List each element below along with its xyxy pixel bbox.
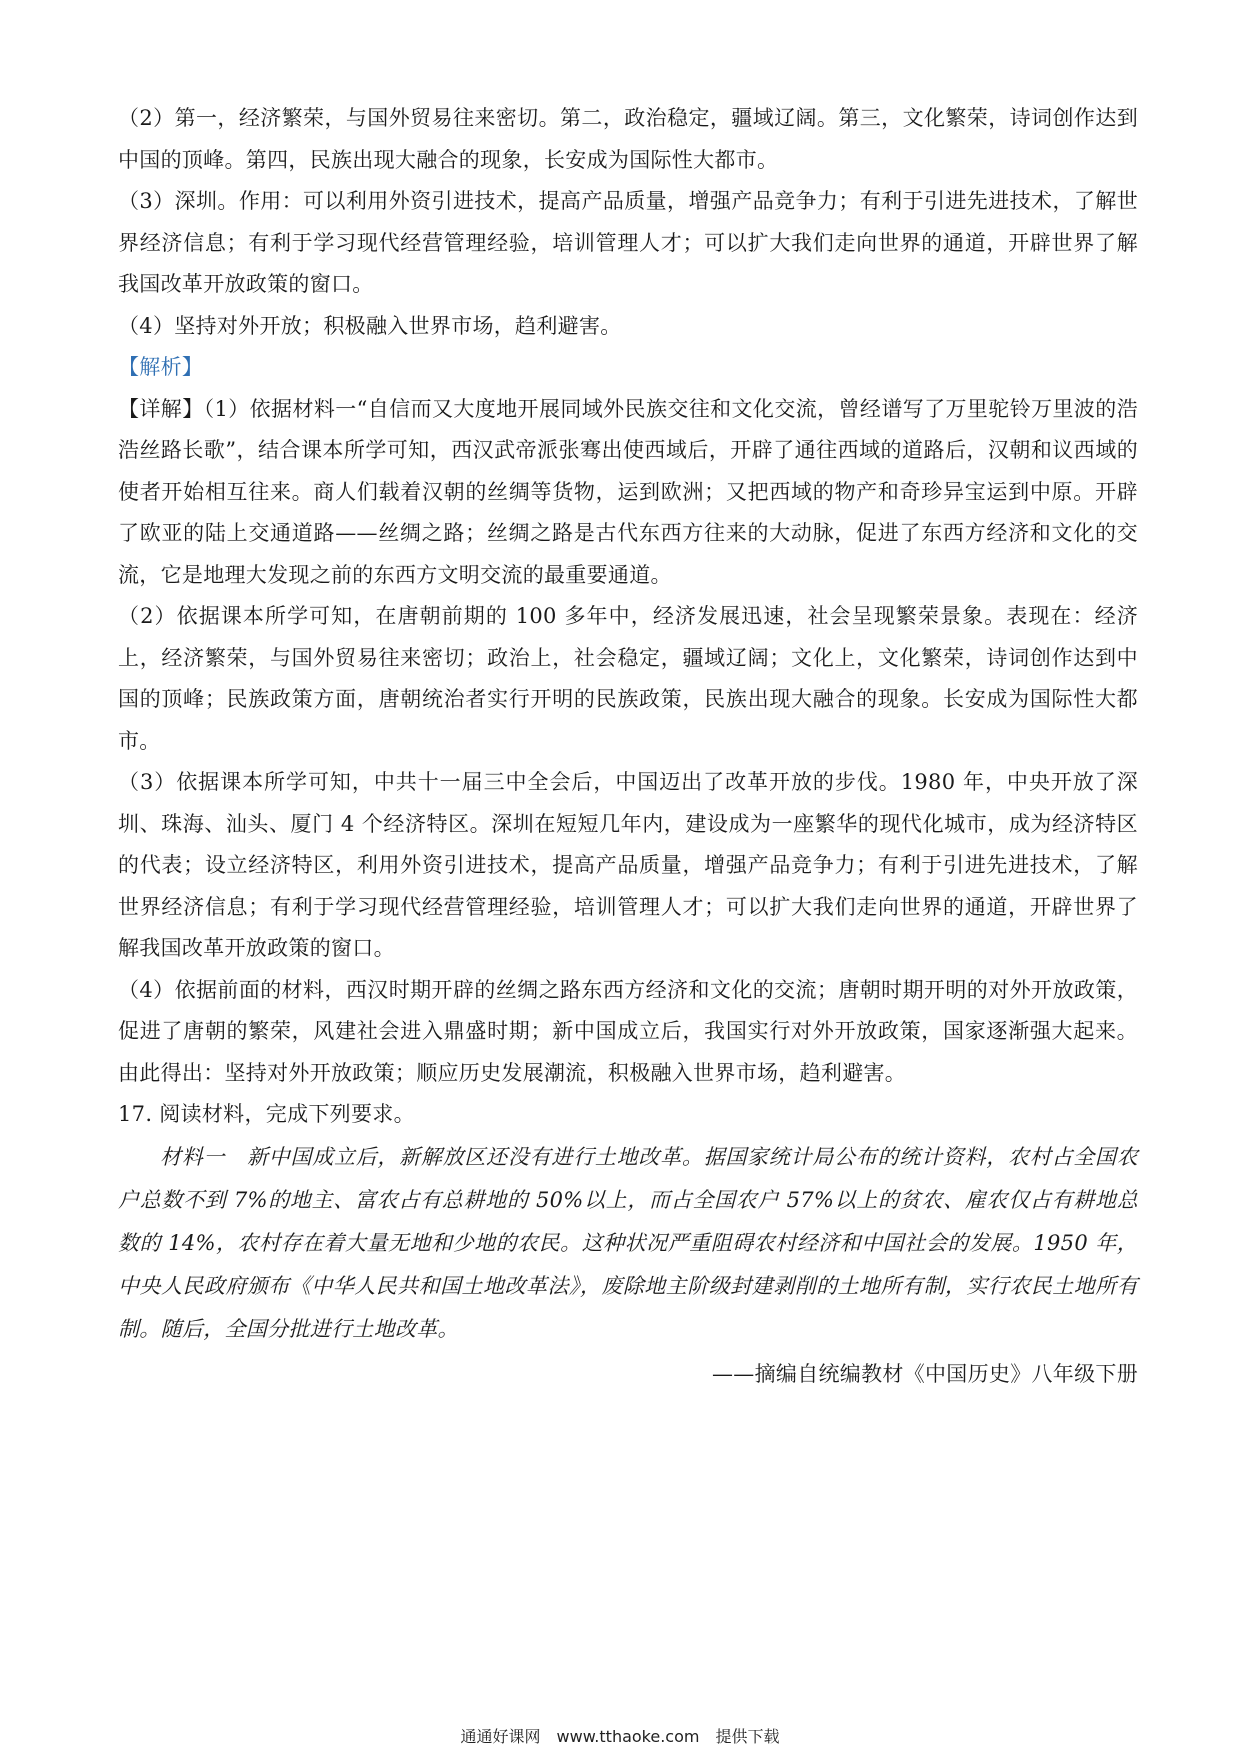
answer-3: （3）深圳。作用：可以利用外资引进技术，提高产品质量，增强产品竞争力；有利于引进先进技术，了解世界经济信息；有利于学习现代经营管理经验，培训管理人才；可以扩大我们走向世界的通道，开辟世界了解我国改革开放政策的窗口。 xyxy=(118,189,1138,296)
question-17: 17. 阅读材料，完成下列要求。 xyxy=(118,1102,415,1126)
answer-4: （4）坚持对外开放；积极融入世界市场，趋利避害。 xyxy=(118,313,622,338)
detail-2: （2）依据课本所学可知，在唐朝前期的 100 多年中，经济发展迅速，社会呈现繁荣景象。表现在：经济上，经济繁荣，与国外贸易往来密切；政治上，社会稳定，疆域辽阔；文化上，文化繁荣，诗词创作达到中国的顶峰；民族政策方面，唐朝统治者实行开明的民族政策，民族出现大融合的现象。长安成为国际性大都市。 xyxy=(118,604,1138,753)
detail-4: （4）依据前面的材料，西汉时期开辟的丝绸之路东西方经济和文化的交流；唐朝时期开明的对外开放政策，促进了唐朝的繁荣，风建社会进入鼎盛时期；新中国成立后，我国实行对外开放政策，国家逐渐强大起来。由此得出：坚持对外开放政策；顺应历史发展潮流，积极融入世界市场，趋利避害。 xyxy=(118,977,1138,1085)
material-source: ——摘编自统编教材《中国历史》八年级下册 xyxy=(712,1361,1138,1386)
answer-2: （2）第一，经济繁荣，与国外贸易往来密切。第二，政治稳定，疆域辽阔。第三，文化繁荣，诗词创作达到中国的顶峰。第四，民族出现大融合的现象，长安成为国际性大都市。 xyxy=(118,106,1138,172)
page-footer: 通通好课网 www.tthaoke.com 提供下载 xyxy=(460,1727,780,1746)
document-body xyxy=(118,98,1138,1397)
material-1: 材料一 新中国成立后，新解放区还没有进行土地改革。据国家统计局公布的统计资料，农村占全国农户总数不到 7%的地主、富农占有总耕地的 50%以上，而占全国农户 57%以上的贫农、雇农仅占有耕地总数的 14%，农村存在着大量无地和少地的农民。这种状况严重阻碍农村经济和中国社会的发展。1950 年，中央人民政府颁布《中华人民共和国土地改革法》，废除地主阶级封建剥削的土地所有制，实行农民土地所有制。随后，全国分批进行土地改革。 xyxy=(118,1144,1138,1341)
detail-3: （3）依据课本所学可知，中共十一届三中全会后，中国迈出了改革开放的步伐。1980 年，中央开放了深圳、珠海、汕头、厦门 4 个经济特区。深圳在短短几年内，建设成为一座繁华的现代化城市，成为经济特区的代表；设立经济特区，利用外资引进技术，提高产品质量，增强产品竞争力；有利于引进先进技术，了解世界经济信息；有利于学习现代经营管理经验，培训管理人才；可以扩大我们走向世界的通道，开辟世界了解我国改革开放政策的窗口。 xyxy=(118,770,1138,960)
analysis-heading: 【解析】 xyxy=(118,355,204,379)
detail-1: 【详解】（1）依据材料一“自信而又大度地开展同域外民族交往和文化交流，曾经谱写了万里驼铃万里波的浩浩丝路长歌”，结合课本所学可知，西汉武帝派张骞出使西域后，开辟了通往西域的道路后，汉朝和议西域的使者开始相互往来。商人们载着汉朝的丝绸等货物，运到欧洲；又把西域的物产和奇珍异宝运到中原。开辟了欧亚的陆上交通道路——丝绸之路；丝绸之路是古代东西方往来的大动脉，促进了东西方经济和文化的交流，它是地理大发现之前的东西方文明交流的最重要通道。 xyxy=(118,396,1138,587)
